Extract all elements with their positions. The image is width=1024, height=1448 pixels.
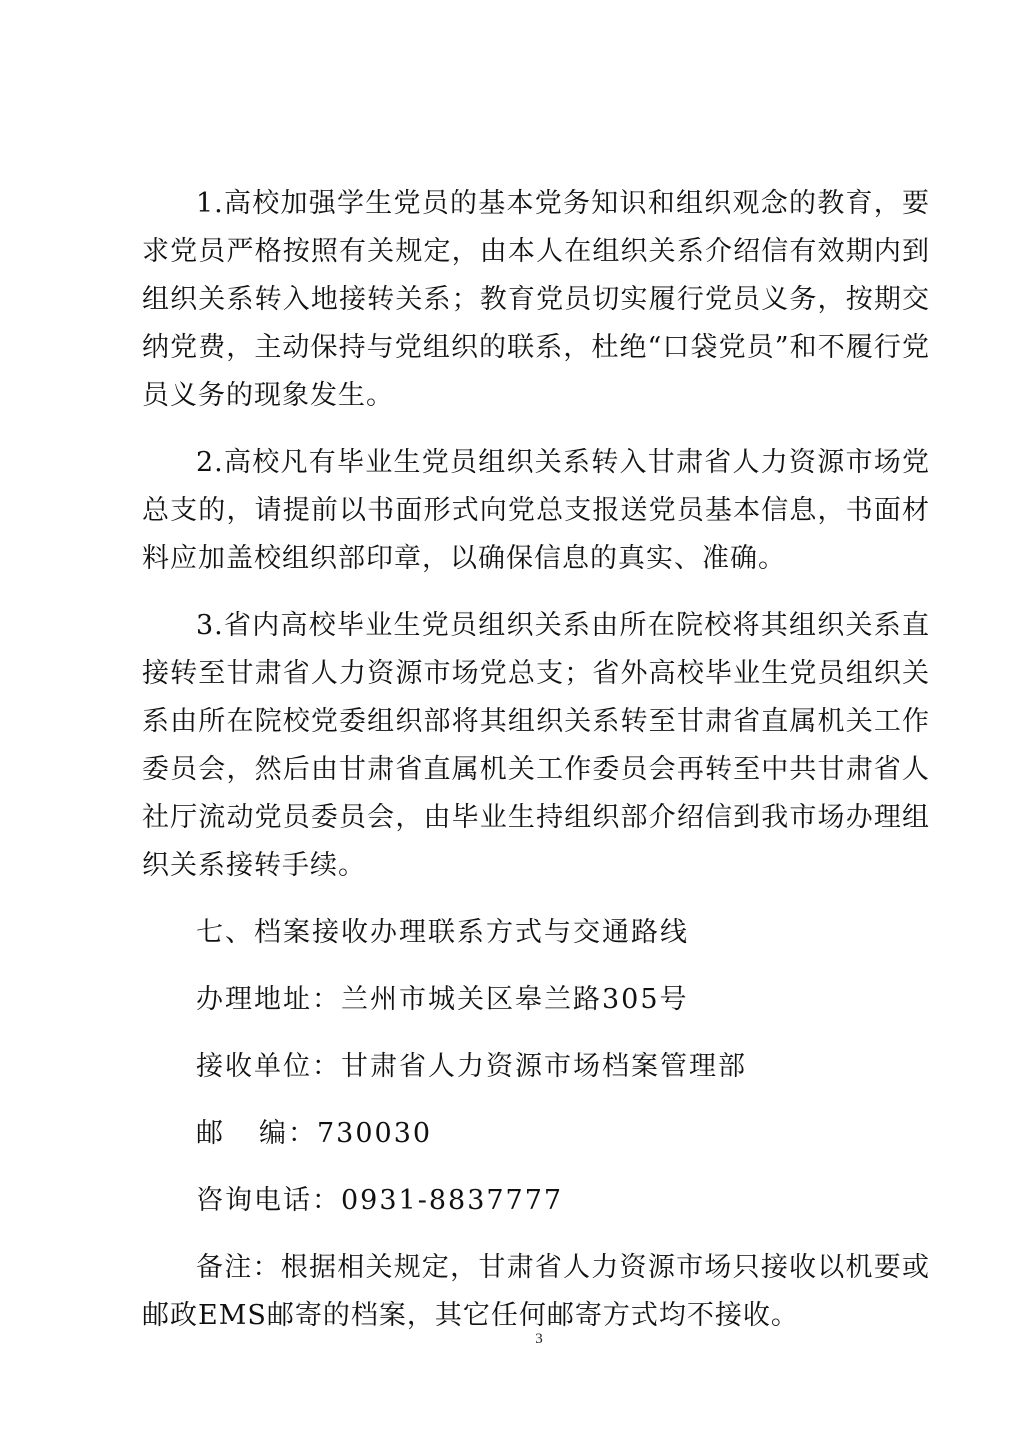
postcode-label-second: 编：: [259, 1118, 317, 1149]
postcode-label-first: 邮: [196, 1118, 259, 1149]
note-text: 根据相关规定，甘肃省人力资源市场只接收以机要或邮政EMS邮寄的档案，其它任何邮寄方式均不接收。: [142, 1252, 931, 1331]
postcode-value: 730030: [317, 1118, 433, 1149]
page-body: [142, 180, 930, 1340]
phone-line: [142, 1177, 930, 1225]
address-label: 办理地址：: [196, 984, 341, 1015]
paragraph-item-1: 1.高校加强学生党员的基本党务知识和组织观念的教育，要求党员严格按照有关规定，由本人在组织关系介绍信有效期内到组织关系转入地接转关系；教育党员切实履行党员义务，按期交纳党费，主动保持与党组织的联系，杜绝“口袋党员”和不履行党员义务的现象发生。: [142, 188, 930, 411]
section-heading: 七、档案接收办理联系方式与交通路线: [196, 917, 689, 948]
note-paragraph: [142, 1244, 930, 1340]
page-number: 3: [535, 1331, 543, 1347]
address-value: 兰州市城关区皋兰路305号: [341, 984, 689, 1015]
phone-value: 0931-8837777: [341, 1185, 564, 1216]
receiving-unit-value: 甘肃省人力资源市场档案管理部: [341, 1051, 747, 1082]
receiving-unit-line: [142, 1043, 930, 1091]
address-line: [142, 976, 930, 1024]
postcode-line: [142, 1110, 930, 1158]
note-label: 备注：: [196, 1252, 281, 1283]
paragraph-item-3: 3.省内高校毕业生党员组织关系由所在院校将其组织关系直接转至甘肃省人力资源市场党总支；省外高校毕业生党员组织关系由所在院校党委组织部将其组织关系转至甘肃省直属机关工作委员会，然后由甘肃省直属机关工作委员会再转至中共甘肃省人社厅流动党员委员会，由毕业生持组织部介绍信到我市场办理组织关系接转手续。: [142, 610, 930, 881]
receiving-unit-label: 接收单位：: [196, 1051, 341, 1082]
phone-label: 咨询电话：: [196, 1185, 341, 1216]
paragraph-item-2: 2.高校凡有毕业生党员组织关系转入甘肃省人力资源市场党总支的，请提前以书面形式向党总支报送党员基本信息，书面材料应加盖校组织部印章，以确保信息的真实、准确。: [142, 447, 930, 574]
